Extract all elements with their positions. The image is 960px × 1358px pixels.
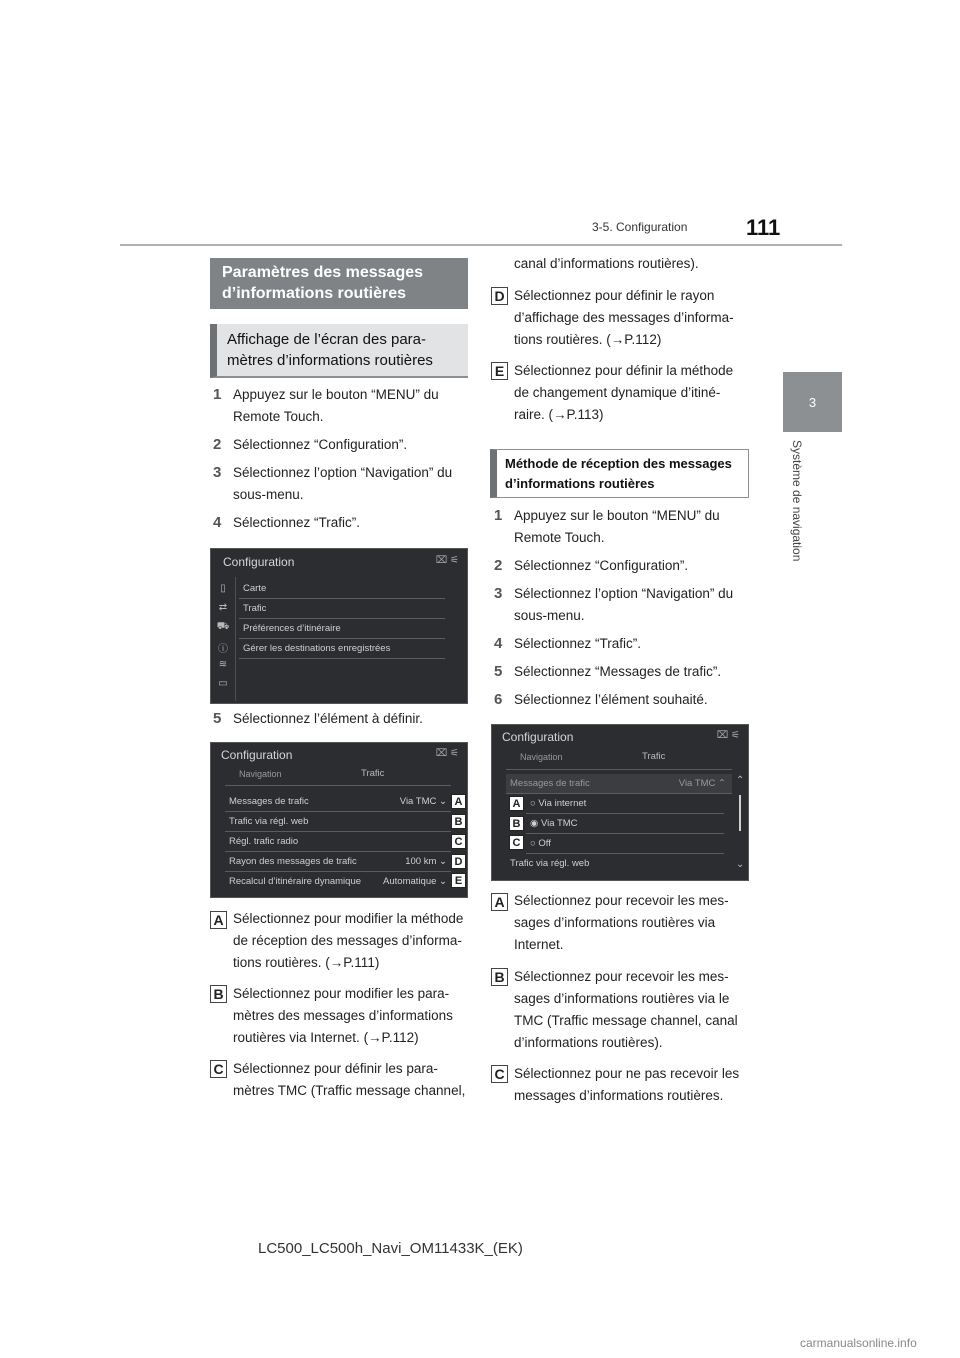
chapter-tab bbox=[783, 372, 842, 432]
step-5 bbox=[494, 661, 754, 683]
step-number: 5 bbox=[494, 663, 503, 680]
step-text: sous-menu. bbox=[233, 487, 304, 502]
step-number: 2 bbox=[213, 436, 222, 453]
chevron-down-icon: ⌄ bbox=[439, 876, 447, 887]
heading-line: Paramètres des messages bbox=[222, 264, 424, 281]
note-text: routières via Internet. (→P.112) bbox=[233, 1030, 419, 1045]
note-text: Sélectionnez pour modifier la méthode bbox=[233, 911, 464, 926]
step-number: 4 bbox=[213, 514, 222, 531]
step-text: Sélectionnez l’élément souhaité. bbox=[514, 692, 708, 707]
option-off[interactable] bbox=[526, 834, 724, 854]
row-label: Recalcul d’itinéraire dynamique bbox=[229, 876, 362, 887]
heading-line: Méthode de réception des messages bbox=[505, 456, 732, 471]
screen-title: Configuration bbox=[223, 555, 295, 569]
note-d bbox=[514, 285, 754, 351]
callout-badge: E bbox=[451, 873, 466, 888]
step-number: 4 bbox=[494, 635, 503, 652]
step-number: 3 bbox=[213, 464, 222, 481]
chevron-down-icon: ⌄ bbox=[439, 796, 447, 807]
heading-line: Affichage de l’écran des para- bbox=[227, 331, 427, 348]
chevron-down-icon: ⌄ bbox=[439, 856, 447, 867]
note-text: Sélectionnez pour ne pas recevoir les bbox=[514, 1066, 740, 1081]
step-text: Remote Touch. bbox=[514, 530, 605, 545]
step-2 bbox=[494, 555, 754, 577]
note-a2 bbox=[514, 890, 754, 956]
note-c bbox=[233, 1058, 473, 1102]
note-text: mètres des messages d’informations bbox=[233, 1008, 453, 1023]
note-badge: A bbox=[491, 893, 508, 911]
step-text: Sélectionnez “Configuration”. bbox=[233, 437, 408, 452]
menu-item-carte[interactable]: Carte bbox=[239, 579, 445, 599]
menu-item-destinations[interactable]: Gérer les destinations enregistrées bbox=[239, 639, 445, 659]
screenshot-trafic-settings bbox=[210, 742, 468, 898]
row-trafic-via-web[interactable] bbox=[225, 812, 451, 832]
note-text: de changement dynamique d’itiné- bbox=[514, 385, 721, 400]
step-number: 5 bbox=[213, 710, 222, 727]
step-text: Sélectionnez l’option “Navigation” du bbox=[233, 465, 453, 480]
tab-divider bbox=[506, 769, 732, 770]
step-text: Sélectionnez “Trafic”. bbox=[514, 636, 642, 651]
step-2 bbox=[213, 434, 473, 456]
row-messages-de-trafic[interactable] bbox=[225, 792, 451, 812]
note-text: sages d’informations routières via bbox=[514, 915, 716, 930]
status-icons: ⌧ ⚟ bbox=[435, 748, 459, 759]
step-text: Appuyez sur le bouton “MENU” du bbox=[514, 508, 720, 523]
note-badge: C bbox=[210, 1060, 227, 1078]
note-c2 bbox=[514, 1063, 754, 1107]
note-badge: B bbox=[210, 985, 227, 1003]
page-number: 111 bbox=[746, 215, 781, 240]
callout-badge: B bbox=[509, 816, 524, 831]
status-icons: ⌧ ⚟ bbox=[716, 730, 740, 741]
step-text: Sélectionnez “Trafic”. bbox=[233, 515, 361, 530]
chapter-title: Système de navigation bbox=[790, 440, 804, 562]
row-value-text: 100 km bbox=[405, 856, 437, 867]
step-number: 1 bbox=[213, 386, 222, 403]
callout-badge: D bbox=[451, 854, 466, 869]
step-text: Appuyez sur le bouton “MENU” du bbox=[233, 387, 439, 402]
step-1 bbox=[213, 384, 473, 428]
note-text: TMC (Traffic message channel, canal bbox=[514, 1013, 738, 1028]
note-a bbox=[233, 908, 473, 974]
row-label: Messages de trafic bbox=[229, 796, 309, 807]
screenshot-configuration-menu bbox=[210, 548, 468, 704]
note-badge: B bbox=[491, 968, 508, 986]
step-5 bbox=[213, 708, 473, 730]
note-text: Internet. bbox=[514, 937, 564, 952]
row-label: Rayon des messages de trafic bbox=[229, 856, 357, 867]
note-text: de réception des messages d’informa- bbox=[233, 933, 462, 948]
row-value bbox=[400, 792, 447, 811]
row-label: Messages de trafic bbox=[510, 778, 590, 789]
step-4 bbox=[494, 633, 754, 655]
tab-navigation[interactable]: Navigation bbox=[520, 752, 563, 762]
info-icon: ⓘ bbox=[218, 644, 228, 655]
step-text: sous-menu. bbox=[514, 608, 585, 623]
note-badge: D bbox=[491, 287, 508, 305]
option-via-tmc[interactable] bbox=[526, 814, 724, 834]
note-text: Sélectionnez pour définir le rayon bbox=[514, 288, 715, 303]
note-badge: E bbox=[491, 362, 508, 380]
step-text: Sélectionnez l’élément à définir. bbox=[233, 711, 423, 726]
note-text: d’affichage des messages d’informa- bbox=[514, 310, 734, 325]
note-text: Sélectionnez pour modifier les para- bbox=[233, 986, 450, 1001]
note-text: raire. (→P.113) bbox=[514, 407, 604, 422]
tab-navigation[interactable]: Navigation bbox=[239, 769, 282, 779]
note-text: tions routières. (→P.112) bbox=[514, 332, 662, 347]
step-3 bbox=[213, 462, 473, 506]
callout-badge: C bbox=[451, 834, 466, 849]
row-messages-de-trafic[interactable] bbox=[506, 774, 732, 794]
settings-icon: ▭ bbox=[218, 678, 228, 689]
step-text: Sélectionnez “Messages de trafic”. bbox=[514, 664, 722, 679]
callout-badge: C bbox=[509, 835, 524, 850]
row-value bbox=[679, 774, 726, 793]
heading-line: d’informations routières bbox=[505, 476, 655, 491]
row-value-text: Via TMC bbox=[678, 778, 716, 789]
row-value bbox=[383, 872, 447, 891]
scrollbar-thumb[interactable] bbox=[739, 795, 741, 831]
callout-badge: A bbox=[451, 794, 466, 809]
continuation-text: canal d’informations routières). bbox=[514, 256, 699, 271]
section-heading bbox=[210, 258, 468, 309]
note-text: Sélectionnez pour recevoir les mes- bbox=[514, 969, 729, 984]
note-text: Sélectionnez pour définir la méthode bbox=[514, 363, 734, 378]
row-label: Trafic via régl. web bbox=[229, 816, 309, 827]
watermark: carmanualsonline.info bbox=[800, 1336, 917, 1350]
menu-item-trafic[interactable]: Trafic bbox=[239, 599, 445, 619]
option-via-internet[interactable] bbox=[526, 794, 724, 814]
row-recalcul[interactable] bbox=[225, 872, 451, 892]
row-value-text: Automatique bbox=[383, 876, 437, 887]
screen-title: Configuration bbox=[502, 730, 574, 744]
scroll-up-icon[interactable]: ⌃ bbox=[736, 775, 745, 786]
car-icon: ⛟ bbox=[216, 621, 230, 632]
step-number: 3 bbox=[494, 585, 503, 602]
callout-badge: A bbox=[509, 796, 524, 811]
tab-trafic[interactable]: Trafic bbox=[642, 751, 666, 762]
note-badge: C bbox=[491, 1065, 508, 1083]
subsection-heading bbox=[490, 449, 749, 498]
sidebar-divider bbox=[235, 577, 236, 701]
option-label: Via internet bbox=[538, 798, 587, 809]
row-label: Régl. trafic radio bbox=[229, 836, 299, 847]
phone-icon: ▯ bbox=[220, 583, 226, 594]
note-b bbox=[233, 983, 473, 1049]
wifi-icon: ≋ bbox=[218, 659, 228, 670]
note-text: Sélectionnez pour recevoir les mes- bbox=[514, 893, 729, 908]
step-3 bbox=[494, 583, 754, 627]
option-label: Via TMC bbox=[540, 818, 578, 829]
tab-divider bbox=[225, 785, 451, 786]
step-number: 6 bbox=[494, 691, 503, 708]
traffic-icon: ⇄ bbox=[218, 602, 228, 613]
note-badge: A bbox=[210, 911, 227, 929]
radio-selected-icon: ◉ bbox=[530, 818, 539, 829]
note-text: tions routières. (→P.111) bbox=[233, 955, 380, 970]
footer-model-code: LC500_LC500h_Navi_OM11433K_(EK) bbox=[258, 1240, 523, 1257]
step-4 bbox=[213, 512, 473, 534]
note-text: d’informations routières). bbox=[514, 1035, 663, 1050]
screen-title: Configuration bbox=[221, 748, 293, 762]
step-text: Remote Touch. bbox=[233, 409, 324, 424]
status-icons: ⌧ ⚟ bbox=[435, 555, 459, 566]
radio-unselected-icon: ○ bbox=[530, 838, 536, 849]
row-value bbox=[405, 852, 447, 871]
step-number: 2 bbox=[494, 557, 503, 574]
option-label: Off bbox=[538, 838, 551, 849]
note-e bbox=[514, 360, 754, 426]
callout-badge: B bbox=[451, 814, 466, 829]
row-trafic-via-web[interactable]: Trafic via régl. web bbox=[510, 858, 590, 869]
note-b2 bbox=[514, 966, 754, 1054]
radio-unselected-icon: ○ bbox=[530, 798, 536, 809]
tab-trafic[interactable]: Trafic bbox=[361, 768, 385, 779]
heading-line: d’informations routières bbox=[222, 285, 407, 302]
step-1 bbox=[494, 505, 754, 549]
heading-line: mètres d’informations routières bbox=[227, 352, 433, 369]
note-text: sages d’informations routières via le bbox=[514, 991, 730, 1006]
note-text: mètres TMC (Traffic message channel, bbox=[233, 1083, 466, 1098]
step-6 bbox=[494, 689, 754, 711]
step-number: 1 bbox=[494, 507, 503, 524]
subsection-heading bbox=[210, 324, 468, 378]
screenshot-messages-de-trafic bbox=[491, 724, 749, 881]
section-title: 3-5. Configuration bbox=[592, 220, 688, 234]
note-text: messages d’informations routières. bbox=[514, 1088, 724, 1103]
menu-item-preferences[interactable]: Préférences d’itinéraire bbox=[239, 619, 445, 639]
row-value-text: Via TMC bbox=[399, 796, 437, 807]
step-text: Sélectionnez l’option “Navigation” du bbox=[514, 586, 734, 601]
header-rule bbox=[120, 244, 842, 246]
row-trafic-radio[interactable] bbox=[225, 832, 451, 852]
step-text: Sélectionnez “Configuration”. bbox=[514, 558, 689, 573]
chevron-up-icon: ⌃ bbox=[718, 778, 726, 789]
chapter-number: 3 bbox=[808, 394, 817, 410]
scroll-down-icon[interactable]: ⌄ bbox=[736, 859, 745, 870]
row-rayon[interactable] bbox=[225, 852, 451, 872]
note-text: Sélectionnez pour définir les para- bbox=[233, 1061, 438, 1076]
